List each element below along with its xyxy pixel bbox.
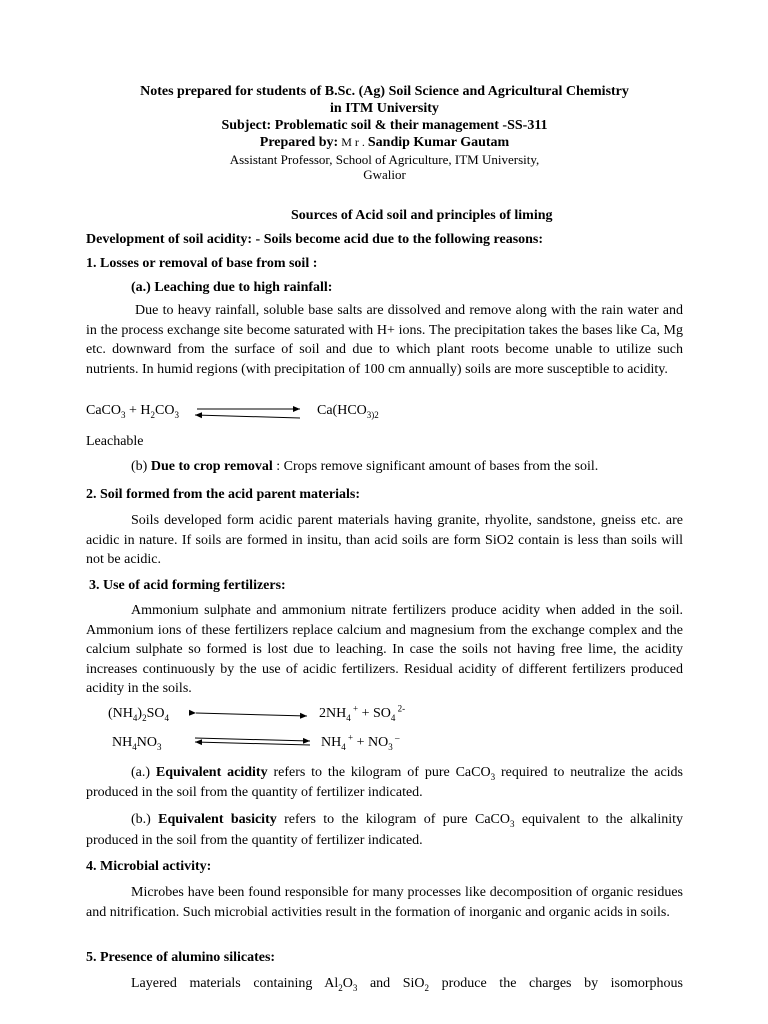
- section-1a-paragraph: Due to heavy rainfall, soluble base salts are dissolved and remove along with the rain water and in the process exchange site become saturated with H+ ions. The precipitation takes the bases like Ca, Mg etc. downward from the surface of soil and due to which plant roots become unable to utilize such nutrients. In humid regions (with precipitation of 100 cm annually) soils are more susceptible to acidity.: [86, 303, 683, 377]
- intro-heading: Development of soil acidity: - Soils become acid due to the following reasons:: [86, 232, 544, 247]
- equivalent-acidity-paragraph: (a.) Equivalent acidity refers to the kilogram of pure CaCO$_3$ required to neutralize the acids produced in the soil from the quantity of fertilizer indicated.: [86, 765, 683, 800]
- header-subject: Subject: Problematic soil & their management -SS-311: [221, 118, 548, 133]
- section-2-heading: 2. Soil formed from the acid parent materials:: [86, 487, 360, 502]
- leachable-label: Leachable: [86, 434, 144, 449]
- equivalent-basicity-paragraph: (b.) Equivalent basicity refers to the kilogram of pure CaCO$_3$ equivalent to the alkalinity produced in the soil from the quantity of fertilizer indicated.: [86, 812, 683, 848]
- reverse-arrow-icon: [195, 415, 300, 418]
- page-title: Sources of Acid soil and principles of liming: [291, 208, 553, 223]
- header-affiliation-2: Gwalior: [363, 167, 406, 182]
- double-arrow-icon: [196, 713, 307, 716]
- prepared-mr: M r .: [338, 135, 368, 149]
- equation-ammonium-nitrate-rhs: $NH_4$ $^+ + NO_3$ –: [321, 732, 400, 752]
- equation-ammonium-sulphate-rhs: $2NH_4$ $^+ + SO_4$ $^{2-}$: [319, 703, 406, 723]
- section-5-paragraph: Layered materials containing $Al_2O_3$ and SiO$_2$ produce the charges by isomorphous: [131, 976, 683, 993]
- section-5-heading: 5. Presence of alumino silicates:: [86, 950, 276, 965]
- author-name: Sandip Kumar Gautam: [367, 135, 510, 150]
- equation-ammonium-nitrate-lhs: $NH_4NO_3$: [112, 735, 162, 752]
- section-1-heading: 1. Losses or removal of base from soil :: [86, 256, 318, 271]
- section-3-heading: 3. Use of acid forming fertilizers:: [89, 578, 286, 593]
- prepared-label: Prepared by:: [259, 135, 339, 150]
- equation-carbonate-lhs: CaCO$_3$ + $H_2CO_3$: [86, 403, 179, 420]
- section-2-paragraph: Soils developed form acidic parent materials having granite, rhyolite, sandstone, gneiss etc. are acidic in nature. If soils are formed in insitu, than acid soils are form SiO2 contain is less than soils will not be acidic.: [86, 513, 683, 567]
- section-1b-line: (b) Due to crop removal : Crops remove significant amount of bases from the soil.: [131, 459, 599, 474]
- equation-carbonate-rhs: $Ca(HCO_{3)2}$: [317, 403, 379, 420]
- section-4-paragraph: Microbes have been found responsible for many processes like decomposition of organic residues and nitrification. Such microbial activities result in the formation of inorganic and organic acids in soils.: [86, 885, 683, 920]
- forward-arrow-icon: [195, 738, 310, 741]
- section-3-paragraph: Ammonium sulphate and ammonium nitrate fertilizers produce acidity when added in the soil. Ammonium ions of these fertilizers replace calcium and magnesium from the exchange complex and the calcium sulphate so formed is lost due to leaching. In case the soils not having free lime, the acidity increases continuously by the use of acidic fertilizers. Residual acidity of different fertilizers produced acidity in the soils.: [86, 603, 683, 696]
- reverse-arrow-icon: [195, 742, 310, 745]
- header-line-1: Notes prepared for students of B.Sc. (Ag) Soil Science and Agricultural Chemistry: [140, 84, 629, 99]
- section-4-heading: 4. Microbial activity:: [86, 859, 212, 874]
- section-1a-heading: (a.) Leaching due to high rainfall:: [131, 280, 333, 295]
- header-affiliation-1: Assistant Professor, School of Agriculture, ITM University,: [229, 152, 540, 167]
- equation-ammonium-sulphate-lhs: $(NH_4)_2SO_4$: [108, 706, 169, 723]
- header-line-2: in ITM University: [330, 101, 439, 116]
